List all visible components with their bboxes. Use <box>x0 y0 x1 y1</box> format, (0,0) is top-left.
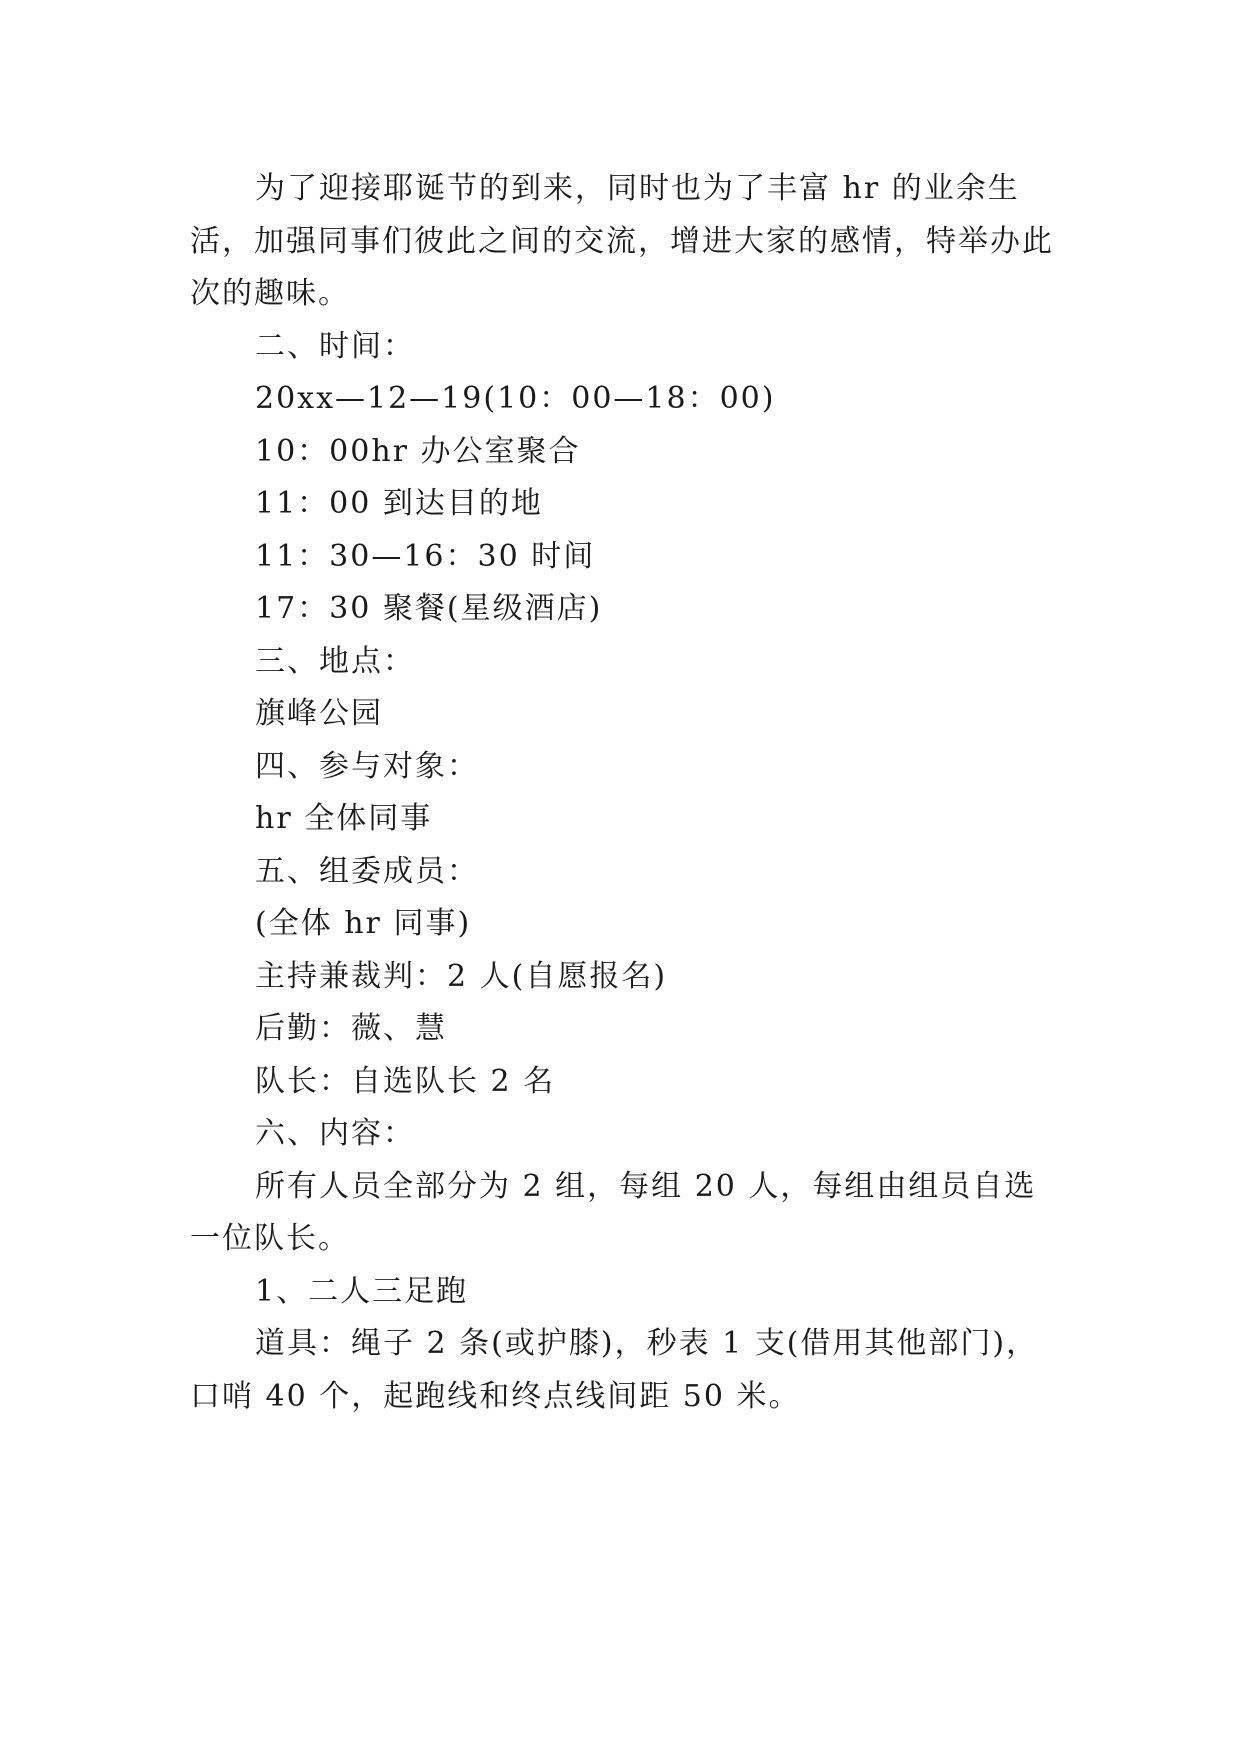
section-heading-content: 六、内容： <box>255 1116 415 1151</box>
committee-item: 后勤：薇、慧 <box>255 1011 447 1046</box>
content-paragraph: 所有人员全部分为 2 组，每组 20 人，每组由组员自选一位队长。 <box>190 1168 1037 1256</box>
participants-text: hr 全体同事 <box>255 801 433 836</box>
committee-item: 队长：自选队长 2 名 <box>255 1063 556 1099</box>
section-heading-participants: 四、参与对象： <box>255 748 479 784</box>
date-range-line: 20xx—12—19(10：00—18：00) <box>255 381 776 416</box>
props-paragraph: 道具：绳子 2 条(或护膝)，秒表 1 支(借用其他部门)，口哨 40 个，起跑线和终点线间距 50 米。 <box>190 1326 1039 1414</box>
committee-item: (全体 hr 同事) <box>255 906 472 941</box>
committee-item: 主持兼裁判：2 人(自愿报名) <box>255 958 668 994</box>
document-body <box>190 163 1060 1423</box>
section-heading-committee: 五、组委成员： <box>255 853 479 889</box>
activity-heading: 1、二人三足跑 <box>255 1273 469 1309</box>
section-heading-time: 二、时间： <box>255 328 415 364</box>
schedule-item: 11：00 到达目的地 <box>255 486 543 521</box>
location-text: 旗峰公园 <box>255 696 383 731</box>
section-heading-location: 三、地点： <box>255 643 415 679</box>
schedule-item: 17：30 聚餐(星级酒店) <box>255 591 603 626</box>
intro-paragraph: 为了迎接耶诞节的到来，同时也为了丰富 hr 的业余生活，加强同事们彼此之间的交流，增进大家的感情，特举办此次的趣味。 <box>190 171 1054 311</box>
schedule-item: 11：30—16：30 时间 <box>255 538 596 574</box>
schedule-item: 10：00hr 办公室聚合 <box>255 433 581 469</box>
